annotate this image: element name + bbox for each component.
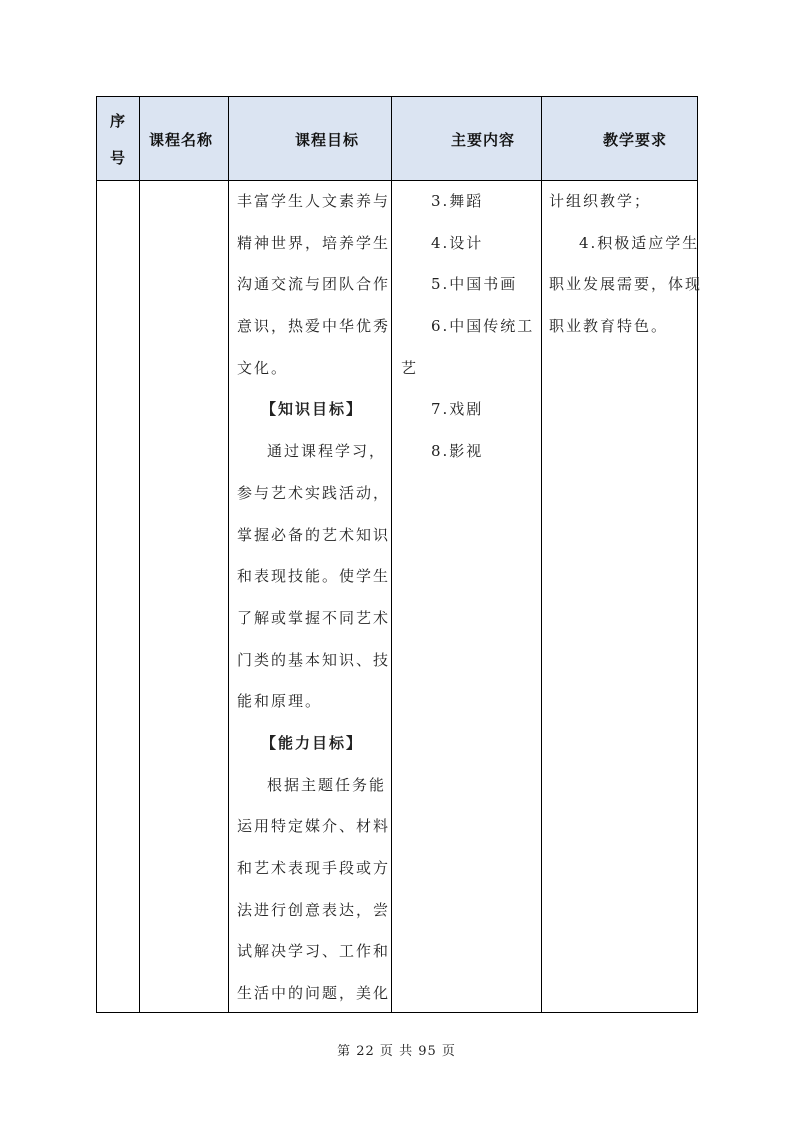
course-goal-line: 通过课程学习， xyxy=(267,442,387,461)
course-goal-line: 和表现技能。使学生 xyxy=(237,567,391,586)
header-seq-line2: 号 xyxy=(110,149,127,167)
teaching-req-line: 计组织教学； xyxy=(549,192,652,210)
main-content-line: 6.中国传统工 xyxy=(431,317,535,336)
column-divider xyxy=(541,97,542,1012)
teaching-req-line: 职业教育特色。 xyxy=(549,317,669,336)
course-goal-line: 试解决学习、工作和 xyxy=(237,942,391,961)
course-goal-line: 法进行创意表达，尝 xyxy=(237,900,391,919)
header-course-name: 课程名称 xyxy=(149,131,214,149)
course-goal-line: 沟通交流与团队合作 xyxy=(237,275,391,294)
course-goal-line: 运用特定媒介、材料 xyxy=(237,817,391,836)
course-goal-line: 精神世界，培养学生 xyxy=(237,233,391,252)
main-content-line: 8.影视 xyxy=(431,442,484,461)
course-goal-cell xyxy=(237,181,391,1015)
main-content-line: 艺 xyxy=(401,358,419,377)
course-goal-line: 【知识目标】 xyxy=(260,400,363,419)
column-divider xyxy=(391,97,392,1012)
header-seq-line1: 序 xyxy=(110,112,127,130)
course-goal-line: 和艺术表现手段或方 xyxy=(237,859,391,877)
course-goal-line: 门类的基本知识、技 xyxy=(237,650,391,669)
course-goal-line: 意识，热爱中华优秀 xyxy=(237,317,391,336)
course-goal-line: 文化。 xyxy=(237,358,289,377)
column-divider xyxy=(139,97,140,1012)
course-table xyxy=(96,96,703,1013)
header-main-content: 主要内容 xyxy=(451,131,516,149)
course-goal-line: 【能力目标】 xyxy=(260,733,363,752)
course-goal-line: 了解或掌握不同艺术 xyxy=(237,608,391,627)
main-content-line: 5.中国书画 xyxy=(431,275,518,294)
main-content-line: 4.设计 xyxy=(431,233,484,252)
course-goal-line: 参与艺术实践活动， xyxy=(237,483,391,502)
course-goal-line: 丰富学生人文素养与 xyxy=(237,192,391,210)
course-goal-line: 掌握必备的艺术知识 xyxy=(237,525,391,544)
header-teaching-req: 教学要求 xyxy=(603,131,668,149)
teaching-req-line: 4.积极适应学生 xyxy=(579,233,700,252)
header-course-goal: 课程目标 xyxy=(295,131,360,149)
course-goal-line: 生活中的问题，美化 xyxy=(237,984,391,1003)
table-header xyxy=(97,97,697,181)
main-content-line: 3.舞蹈 xyxy=(431,192,484,210)
course-goal-line: 能和原理。 xyxy=(237,692,323,711)
teaching-req-cell xyxy=(549,181,703,348)
page-footer: 第 22 页 共 95 页 xyxy=(337,1044,456,1059)
main-content-line: 7.戏剧 xyxy=(431,400,484,419)
main-content-cell xyxy=(401,181,539,473)
teaching-req-line: 职业发展需要，体现 xyxy=(549,275,703,294)
course-goal-line: 根据主题任务能 xyxy=(267,775,387,794)
column-divider xyxy=(228,97,229,1012)
